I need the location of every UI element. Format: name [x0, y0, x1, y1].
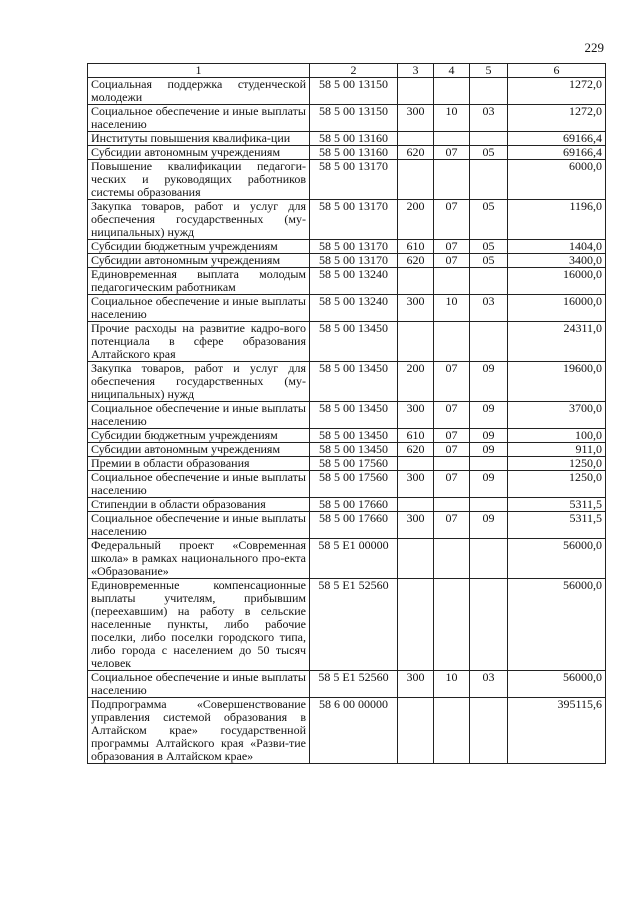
row-col-3: 200 — [398, 362, 434, 402]
row-code: 58 5 00 13450 — [310, 402, 398, 429]
row-amount: 19600,0 — [508, 362, 606, 402]
row-col-3: 620 — [398, 146, 434, 160]
table-row — [88, 579, 606, 671]
row-name: Единовременная выплата молодым педагогическим работникам — [88, 268, 310, 295]
row-col-5: 03 — [470, 671, 508, 698]
table-row — [88, 512, 606, 539]
row-amount: 1196,0 — [508, 200, 606, 240]
row-col-4: 07 — [434, 402, 470, 429]
row-amount: 3400,0 — [508, 254, 606, 268]
row-col-5: 05 — [470, 240, 508, 254]
row-name: Социальное обеспечение и иные выплаты населению — [88, 105, 310, 132]
row-col-3 — [398, 579, 434, 671]
row-col-4: 07 — [434, 471, 470, 498]
row-col-3 — [398, 268, 434, 295]
row-code: 58 5 00 13170 — [310, 160, 398, 200]
row-code: 58 5 00 13170 — [310, 200, 398, 240]
table-row — [88, 498, 606, 512]
row-amount: 1250,0 — [508, 457, 606, 471]
header-col-1: 1 — [88, 64, 310, 78]
row-col-4: 07 — [434, 429, 470, 443]
row-col-4: 07 — [434, 200, 470, 240]
header-col-6: 6 — [508, 64, 606, 78]
row-col-3: 300 — [398, 471, 434, 498]
table-row — [88, 200, 606, 240]
row-name: Социальное обеспечение и иные выплаты населению — [88, 402, 310, 429]
row-col-3 — [398, 539, 434, 579]
row-col-4 — [434, 539, 470, 579]
row-code: 58 5 00 17660 — [310, 498, 398, 512]
table-row — [88, 402, 606, 429]
row-col-3 — [398, 78, 434, 105]
table-header-row — [88, 64, 606, 78]
row-col-5: 09 — [470, 471, 508, 498]
row-code: 58 5 00 17660 — [310, 512, 398, 539]
row-code: 58 6 00 00000 — [310, 698, 398, 764]
row-name: Стипендии в области образования — [88, 498, 310, 512]
row-col-4 — [434, 579, 470, 671]
row-code: 58 5 00 13160 — [310, 146, 398, 160]
page-number: 229 — [584, 40, 604, 55]
table-row — [88, 443, 606, 457]
row-col-4 — [434, 457, 470, 471]
row-name: Субсидии автономным учреждениям — [88, 254, 310, 268]
row-col-5: 09 — [470, 512, 508, 539]
row-col-3: 300 — [398, 105, 434, 132]
row-col-5 — [470, 160, 508, 200]
row-name: Институты повышения квалифика-ции — [88, 132, 310, 146]
row-col-3: 610 — [398, 429, 434, 443]
row-col-3 — [398, 160, 434, 200]
row-name: Федеральный проект «Современная школа» в рамках национального про-екта «Образование» — [88, 539, 310, 579]
row-name: Субсидии бюджетным учреждениям — [88, 429, 310, 443]
row-col-4 — [434, 322, 470, 362]
table-row — [88, 105, 606, 132]
row-amount: 5311,5 — [508, 498, 606, 512]
row-name: Субсидии автономным учреждениям — [88, 443, 310, 457]
row-col-3 — [398, 698, 434, 764]
row-col-5 — [470, 579, 508, 671]
row-amount: 3700,0 — [508, 402, 606, 429]
table-row — [88, 698, 606, 764]
row-col-5: 09 — [470, 429, 508, 443]
table-row — [88, 160, 606, 200]
row-col-4: 07 — [434, 443, 470, 457]
row-col-5 — [470, 268, 508, 295]
row-col-3: 300 — [398, 512, 434, 539]
budget-table — [87, 63, 606, 764]
row-name: Подпрограмма «Совершенствование управления системой образования в Алтайском крае» государственной программы Алтайского края «Разви-тие образования в Алтайском крае» — [88, 698, 310, 764]
row-name: Прочие расходы на развитие кадро-вого потенциала в сфере образования Алтайского края — [88, 322, 310, 362]
row-col-3: 620 — [398, 443, 434, 457]
table-row — [88, 295, 606, 322]
row-code: 58 5 00 13170 — [310, 240, 398, 254]
row-amount: 1250,0 — [508, 471, 606, 498]
row-code: 58 5 00 13240 — [310, 295, 398, 322]
row-amount: 69166,4 — [508, 132, 606, 146]
row-code: 58 5 00 17560 — [310, 471, 398, 498]
row-col-3: 200 — [398, 200, 434, 240]
row-code: 58 5 E1 00000 — [310, 539, 398, 579]
row-name: Субсидии автономным учреждениям — [88, 146, 310, 160]
row-amount: 395115,6 — [508, 698, 606, 764]
row-amount: 6000,0 — [508, 160, 606, 200]
row-amount: 5311,5 — [508, 512, 606, 539]
row-col-3: 610 — [398, 240, 434, 254]
row-name: Социальное обеспечение и иные выплаты населению — [88, 512, 310, 539]
row-amount: 16000,0 — [508, 295, 606, 322]
row-code: 58 5 00 17560 — [310, 457, 398, 471]
row-col-5 — [470, 132, 508, 146]
row-amount: 69166,4 — [508, 146, 606, 160]
row-col-4: 07 — [434, 512, 470, 539]
row-name: Субсидии бюджетным учреждениям — [88, 240, 310, 254]
row-col-5 — [470, 322, 508, 362]
row-col-5: 05 — [470, 146, 508, 160]
row-col-3: 620 — [398, 254, 434, 268]
table-row — [88, 429, 606, 443]
row-col-3 — [398, 498, 434, 512]
row-col-3 — [398, 457, 434, 471]
row-col-4: 10 — [434, 295, 470, 322]
table-row — [88, 132, 606, 146]
header-col-3: 3 — [398, 64, 434, 78]
table-row — [88, 457, 606, 471]
header-col-5: 5 — [470, 64, 508, 78]
row-col-5 — [470, 498, 508, 512]
row-col-4 — [434, 160, 470, 200]
row-name: Закупка товаров, работ и услуг для обеспечения государственных (му-ниципальных) нужд — [88, 200, 310, 240]
row-name: Социальное обеспечение и иные выплаты населению — [88, 671, 310, 698]
row-name: Закупка товаров, работ и услуг для обеспечения государственных (му-ниципальных) нужд — [88, 362, 310, 402]
row-col-5: 03 — [470, 295, 508, 322]
row-code: 58 5 00 13450 — [310, 443, 398, 457]
row-amount: 1272,0 — [508, 105, 606, 132]
header-col-2: 2 — [310, 64, 398, 78]
row-name: Премии в области образования — [88, 457, 310, 471]
table-row — [88, 146, 606, 160]
row-amount: 56000,0 — [508, 539, 606, 579]
row-name: Социальная поддержка студенческой молодежи — [88, 78, 310, 105]
row-amount: 911,0 — [508, 443, 606, 457]
row-col-5: 05 — [470, 254, 508, 268]
row-code: 58 5 00 13150 — [310, 105, 398, 132]
row-col-3 — [398, 132, 434, 146]
row-col-4: 07 — [434, 146, 470, 160]
row-col-4: 07 — [434, 254, 470, 268]
row-amount: 1404,0 — [508, 240, 606, 254]
row-col-4: 10 — [434, 105, 470, 132]
table-row — [88, 362, 606, 402]
row-col-5 — [470, 78, 508, 105]
row-col-4 — [434, 498, 470, 512]
table-row — [88, 539, 606, 579]
row-name: Повышение квалификации педагоги-ческих и руководящих работников системы образования — [88, 160, 310, 200]
row-col-5 — [470, 698, 508, 764]
row-col-5: 09 — [470, 443, 508, 457]
row-code: 58 5 00 13450 — [310, 429, 398, 443]
row-col-3 — [398, 322, 434, 362]
row-amount: 100,0 — [508, 429, 606, 443]
row-name: Социальное обеспечение и иные выплаты населению — [88, 471, 310, 498]
row-col-5: 09 — [470, 362, 508, 402]
table-row — [88, 471, 606, 498]
row-name: Социальное обеспечение и иные выплаты населению — [88, 295, 310, 322]
table-row — [88, 671, 606, 698]
row-col-3: 300 — [398, 402, 434, 429]
row-amount: 56000,0 — [508, 579, 606, 671]
row-code: 58 5 00 13160 — [310, 132, 398, 146]
row-code: 58 5 E1 52560 — [310, 579, 398, 671]
row-col-5: 05 — [470, 200, 508, 240]
row-col-4 — [434, 268, 470, 295]
row-col-5 — [470, 539, 508, 579]
row-col-5: 03 — [470, 105, 508, 132]
row-col-4: 07 — [434, 240, 470, 254]
row-col-4: 10 — [434, 671, 470, 698]
row-amount: 1272,0 — [508, 78, 606, 105]
row-name: Единовременные компенсационные выплаты учителям, прибывшим (переехавшим) на работу в сельские населенные пункты, либо рабочие поселки, либо поселки городского типа, либо города с населением до 50 тысяч человек — [88, 579, 310, 671]
row-amount: 24311,0 — [508, 322, 606, 362]
row-col-4 — [434, 132, 470, 146]
row-amount: 16000,0 — [508, 268, 606, 295]
row-amount: 56000,0 — [508, 671, 606, 698]
row-col-4 — [434, 698, 470, 764]
row-code: 58 5 E1 52560 — [310, 671, 398, 698]
table-row — [88, 322, 606, 362]
table-row — [88, 254, 606, 268]
table-row — [88, 78, 606, 105]
row-code: 58 5 00 13450 — [310, 362, 398, 402]
row-code: 58 5 00 13240 — [310, 268, 398, 295]
row-col-3: 300 — [398, 671, 434, 698]
row-col-4 — [434, 78, 470, 105]
row-col-4: 07 — [434, 362, 470, 402]
row-col-5: 09 — [470, 402, 508, 429]
table-row — [88, 240, 606, 254]
row-code: 58 5 00 13150 — [310, 78, 398, 105]
row-code: 58 5 00 13450 — [310, 322, 398, 362]
row-col-5 — [470, 457, 508, 471]
header-col-4: 4 — [434, 64, 470, 78]
row-code: 58 5 00 13170 — [310, 254, 398, 268]
table-row — [88, 268, 606, 295]
row-col-3: 300 — [398, 295, 434, 322]
